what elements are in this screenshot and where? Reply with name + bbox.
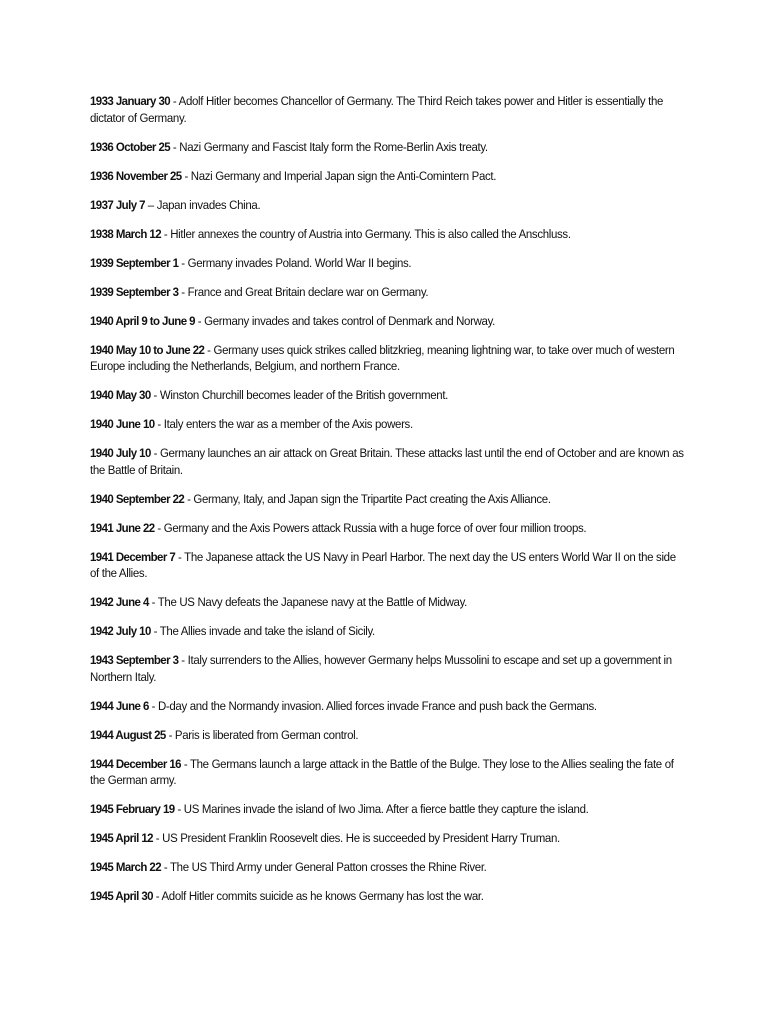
timeline-entry	[90, 727, 684, 744]
timeline-entry	[90, 491, 684, 508]
timeline-entry	[90, 888, 684, 905]
timeline-entry	[90, 93, 684, 126]
entry-date: 1941 June 22	[90, 520, 155, 535]
entry-date: 1942 July 10	[90, 624, 151, 638]
entry-text: - Germany invades and takes control of Denmark and Norway.	[194, 313, 495, 328]
timeline-entry	[90, 342, 684, 375]
timeline-entry	[90, 756, 684, 789]
entry-date: 1940 July 10	[90, 446, 151, 460]
entry-text: - Hitler annexes the country of Austria into Germany. This is also called the Anschluss.	[161, 226, 571, 241]
timeline-entry	[90, 652, 684, 685]
entry-date: 1940 May 10 to June 22	[90, 342, 205, 357]
timeline-entry	[90, 313, 684, 330]
entry-text: - Nazi Germany and Imperial Japan sign the Anti-Comintern Pact.	[181, 168, 497, 183]
entry-text: - Adolf Hitler becomes Chancellor of Germany. The Third Reich takes power and Hitler is essentially the dictator of Germany.	[90, 94, 664, 125]
timeline-entry	[90, 416, 684, 433]
entry-text: - US Marines invade the island of Iwo Jima. After a fierce battle they capture the island.	[174, 802, 589, 816]
entry-text: - Winston Churchill becomes leader of the British government.	[150, 388, 449, 402]
entry-text: - The Allies invade and take the island of Sicily.	[150, 624, 375, 638]
entry-date: 1940 April 9 to June 9	[90, 313, 195, 328]
entry-date: 1944 December 16	[90, 756, 181, 771]
timeline-entry	[90, 698, 684, 715]
entry-date: 1937 July 7	[90, 197, 145, 212]
entry-text: - Adolf Hitler commits suicide as he knows Germany has lost the war.	[152, 889, 484, 903]
entry-text: - Italy surrenders to the Allies, however Germany helps Mussolini to escape and set up a government in Northern Italy.	[90, 653, 672, 684]
entry-text: - Nazi Germany and Fascist Italy form the Rome-Berlin Axis treaty.	[170, 139, 488, 154]
timeline-entry	[90, 859, 684, 876]
timeline-entry	[90, 284, 684, 301]
timeline-entry	[90, 445, 684, 478]
entry-date: 1945 February 19	[90, 802, 175, 816]
entry-date: 1939 September 1	[90, 255, 179, 270]
entry-date: 1945 April 30	[90, 889, 153, 903]
entry-text: - The Germans launch a large attack in the Battle of the Bulge. They lose to the Allies sealing the fate of the German army.	[90, 756, 674, 787]
entry-text: - Germany and the Axis Powers attack Russia with a huge force of over four million troops.	[154, 520, 587, 535]
timeline-entry	[90, 594, 684, 611]
timeline-entry	[90, 520, 684, 537]
entry-text: - The Japanese attack the US Navy in Pearl Harbor. The next day the US enters World War II on the side of the Allies.	[90, 549, 676, 580]
entry-text: - Germany uses quick strikes called blitzkrieg, meaning lightning war, to take over much of western Europe including the Netherlands, Belgium, and northern France.	[90, 342, 675, 373]
entry-date: 1939 September 3	[90, 284, 179, 299]
entry-text: - D-day and the Normandy invasion. Allied forces invade France and push back the Germans.	[148, 698, 597, 713]
timeline-document	[90, 93, 685, 917]
entry-date: 1941 December 7	[90, 549, 176, 564]
entry-text: - France and Great Britain declare war on Germany.	[178, 284, 429, 299]
entry-date: 1944 June 6	[90, 698, 149, 713]
timeline-entry	[90, 623, 684, 640]
timeline-entry	[90, 549, 684, 582]
entry-date: 1940 September 22	[90, 491, 185, 506]
entry-date: 1940 June 10	[90, 417, 155, 431]
entry-date: 1944 August 25	[90, 727, 166, 742]
entry-date: 1945 March 22	[90, 860, 162, 874]
entry-date: 1938 March 12	[90, 226, 162, 241]
timeline-entry	[90, 830, 684, 847]
entry-date: 1942 June 4	[90, 595, 149, 609]
timeline-entry	[90, 139, 684, 156]
entry-text: - Italy enters the war as a member of the Axis powers.	[154, 417, 413, 431]
entry-text: - US President Franklin Roosevelt dies. He is succeeded by President Harry Truman.	[152, 831, 560, 845]
timeline-entry	[90, 801, 684, 818]
entry-text: - Germany launches an air attack on Great Britain. These attacks last until the end of October and are known as the Battle of Britain.	[90, 446, 684, 477]
entry-date: 1940 May 30	[90, 388, 151, 402]
timeline-entry	[90, 387, 684, 404]
entry-date: 1945 April 12	[90, 831, 153, 845]
entry-date: 1936 October 25	[90, 139, 171, 154]
entry-text: - The US Third Army under General Patton crosses the Rhine River.	[161, 860, 487, 874]
entry-text: - Paris is liberated from German control.	[165, 727, 359, 742]
entry-text: - The US Navy defeats the Japanese navy at the Battle of Midway.	[148, 595, 468, 609]
entry-date: 1936 November 25	[90, 168, 182, 183]
timeline-entry	[90, 255, 684, 272]
entry-text: - Germany, Italy, and Japan sign the Tripartite Pact creating the Axis Alliance.	[184, 491, 551, 506]
timeline-entry	[90, 168, 684, 185]
entry-date: 1933 January 30	[90, 94, 171, 108]
timeline-entry	[90, 226, 684, 243]
timeline-entry	[90, 197, 684, 214]
entry-text: – Japan invades China.	[144, 197, 261, 212]
entry-date: 1943 September 3	[90, 653, 179, 667]
entry-text: - Germany invades Poland. World War II begins.	[178, 255, 412, 270]
